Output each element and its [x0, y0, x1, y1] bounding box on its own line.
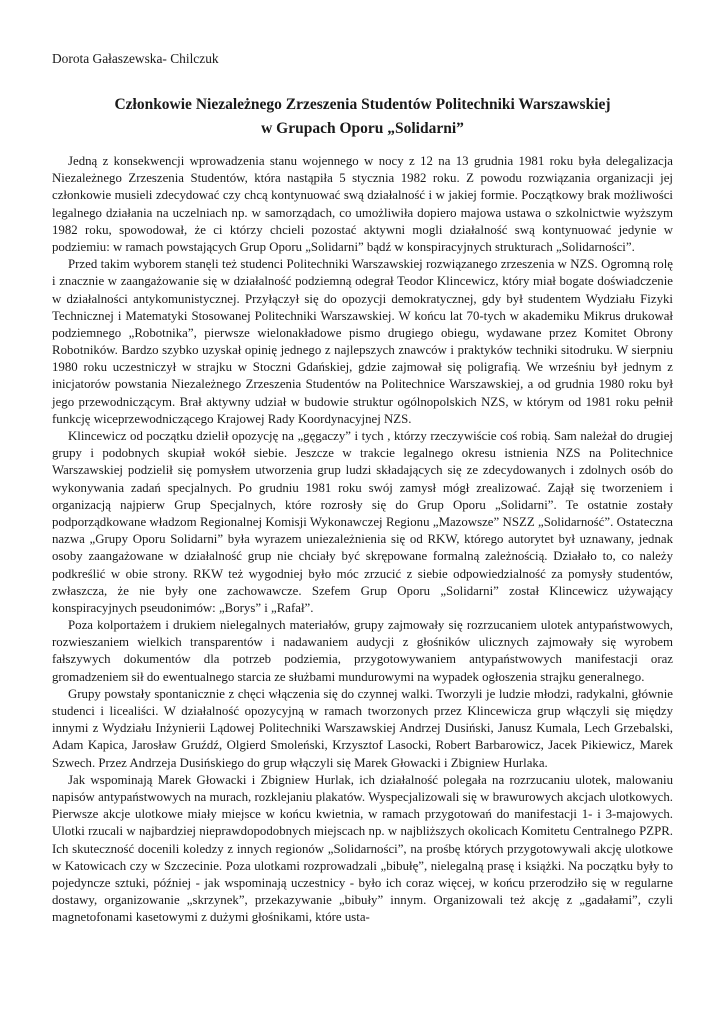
paragraph: Jedną z konsekwencji wprowadzenia stanu wojennego w nocy z 12 na 13 grudnia 1981 roku była delegalizacja Niezależnego Zrzeszenia Studentów, która nastąpiła 5 stycznia 1982 roku. Z powodu rozwiązania organizacji jej członkowie musieli zdecydować czy chcą kontynuować swą działalność i w jakiej formie. Początkowy brak możliwości legalnego działania na uczelniach np. w samorządach, co umożliwiła dopiero majowa ustawa o szkolnictwie wyższym 1982 roku, spowodował, że ci którzy chcieli pozostać aktywni mogli działalność swą kontynuować jedynie w podziemiu: w ramach powstających Grup Oporu „Solidarni” bądź w konspiracyjnych strukturach „Solidarności”. [52, 154, 673, 254]
paragraph: Grupy powstały spontanicznie z chęci włączenia się do czynnej walki. Tworzyli je ludzie młodzi, radykalni, głównie studenci i licealiści. W działalność opozycyjną w ramach tworzonych przez Klincewicza grup włączyli się między innymi z Wydziału Inżynierii Lądowej Politechniki Warszawskiej Andrzej Dusiński, Janusz Kumala, Lech Grzebalski, Adam Kapica, Jarosław Gruźdź, Olgierd Smoleński, Krzysztof Lasocki, Robert Barbarowicz, Jacek Pikiewicz, Marek Szwech. Przez Andrzeja Dusińskiego do grup włączyli się Marek Głowacki i Zbigniew Hurlaka. [52, 686, 673, 770]
paragraph: Poza kolportażem i drukiem nielegalnych materiałów, grupy zajmowały się rozrzucaniem ulotek antypaństwowych, rozwieszaniem wielkich transparentów i nadawaniem audycji z głośników ulicznych zajmowały się wyrobem fałszywych dokumentów dla potrzeb podziemia, przygotowywaniem antypaństwowych manifestacji oraz gromadzeniem sił do ewentualnego starcia ze służbami mundurowymi na wypadek ogłoszenia strajku generalnego. [52, 618, 673, 684]
paragraph: Jak wspominają Marek Głowacki i Zbigniew Hurlak, ich działalność polegała na rozrzucaniu ulotek, malowaniu napisów antypaństwowych na murach, rozklejaniu plakatów. Wyspecjalizowali się w brawurowych akcjach ulotkowych. Pierwsze akcje ulotkowe miały miejsce w końcu kwietnia, w ramach przygotowań do manifestacji 1- i 3-majowych. Ulotki rzucali w najbardziej nieprawdopodobnych miejscach np. w najbliższych okolicach Komitetu Centralnego PZPR. Ich skuteczność docenili koledzy z innych regionów „Solidarności”, na prośbę których przygotowywali akcję ulotkowe w Katowicach czy w Szczecinie. Poza ulotkami rozprowadzali „bibułę”, nielegalną prasę i książki. Na początku były to pojedyncze sztuki, później - jak wspominają uczestnicy - było ich coraz więcej, w końcu przerodziło się w regularne dostawy, organizowanie „skrzynek”, przekazywanie „bibuły” innym. Organizowali też akcję z „gadałami”, czyli magnetofonami kasetowymi z dużymi głośnikami, które usta- [52, 772, 673, 925]
article-body [52, 153, 673, 926]
article-title [40, 93, 685, 141]
paragraph: Przed takim wyborem stanęli też studenci Politechniki Warszawskiej rozwiązanego zrzeszenia w NZS. Ogromną rolę i znacznie w zaangażowanie się w działalność podziemną odegrał Teodor Klincewicz, który miał bogate doświadczenie w działalności antykomunistycznej. Przyłączył się do opozycji demokratycznej, gdy był studentem Wydziału Fizyki Technicznej i Matematyki Stosowanej Politechniki Warszawskiej. W końcu lat 70-tych w akademiku Mikrus drukował podziemnego „Robotnika”, pierwsze wielonakładowe pismo drugiego obiegu, wydawane przez Komitet Obrony Robotników. Bardzo szybko uzyskał opinię jednego z najlepszych znawców i praktyków techniki sitodruku. W sierpniu 1980 roku uczestniczył w strajku w Stoczni Gdańskiej, gdzie zajmował się poligrafią. We wrześniu był jednym z inicjatorów powstania Niezależnego Zrzeszenia Studentów na Politechnice Warszawskiej, a od grudnia 1980 roku był jego przewodniczącym. Brał aktywny udział w budowie struktur ogólnopolskich NZS, w którym od 1981 roku pełnił funkcję wiceprzewodniczącego Krajowej Rady Koordynacyjnej NZS. [52, 257, 673, 426]
title-line-2: w Grupach Oporu „Solidarni” [261, 120, 464, 137]
title-line-1: Członkowie Niezależnego Zrzeszenia Studentów Politechniki Warszawskiej [114, 96, 611, 113]
paragraph: Klincewicz od początku dzielił opozycję na „gęgaczy” i tych , którzy rzeczywiście coś robią. Sam należał do drugiej grupy i podobnych skupiał wokół siebie. Jeszcze w trakcie legalnego okresu istnienia NZS na Politechnice Warszawskiej podzielił się pomysłem utworzenia grup ludzi składających się ze zdecydowanych i zdolnych osób do wykonywania zadań specjalnych. Po grudniu 1981 roku swój zamysł mógł zrealizować. Zajął się tworzeniem i organizacją najpierw Grup Specjalnych, które rozrosły się do Grup Oporu „Solidarni”. Te ostatnie zostały podporządkowane władzom Regionalnej Komisji Wykonawczej Regionu „Mazowsze” NSZZ „Solidarność”. Ostateczna nazwa „Grupy Oporu Solidarni” była wyrazem uniezależnienia się od RKW, którego autorytet był uznawany, jednak osoby zaangażowane w działalność grup nie chciały być skrępowane formalną zależnością. Działało to, co należy podkreślić w obie strony. RKW też wygodniej było móc zrzucić z siebie odpowiedzialność za pomysły studentów, zwłaszcza, że nie były one zachowawcze. Szefem Grup Oporu „Solidarni” został Klincewicz używający konspiracyjnych pseudonimów: „Borys” i „Rafał”. [52, 429, 673, 615]
author-name: Dorota Gałaszewska- Chilczuk [52, 51, 219, 66]
